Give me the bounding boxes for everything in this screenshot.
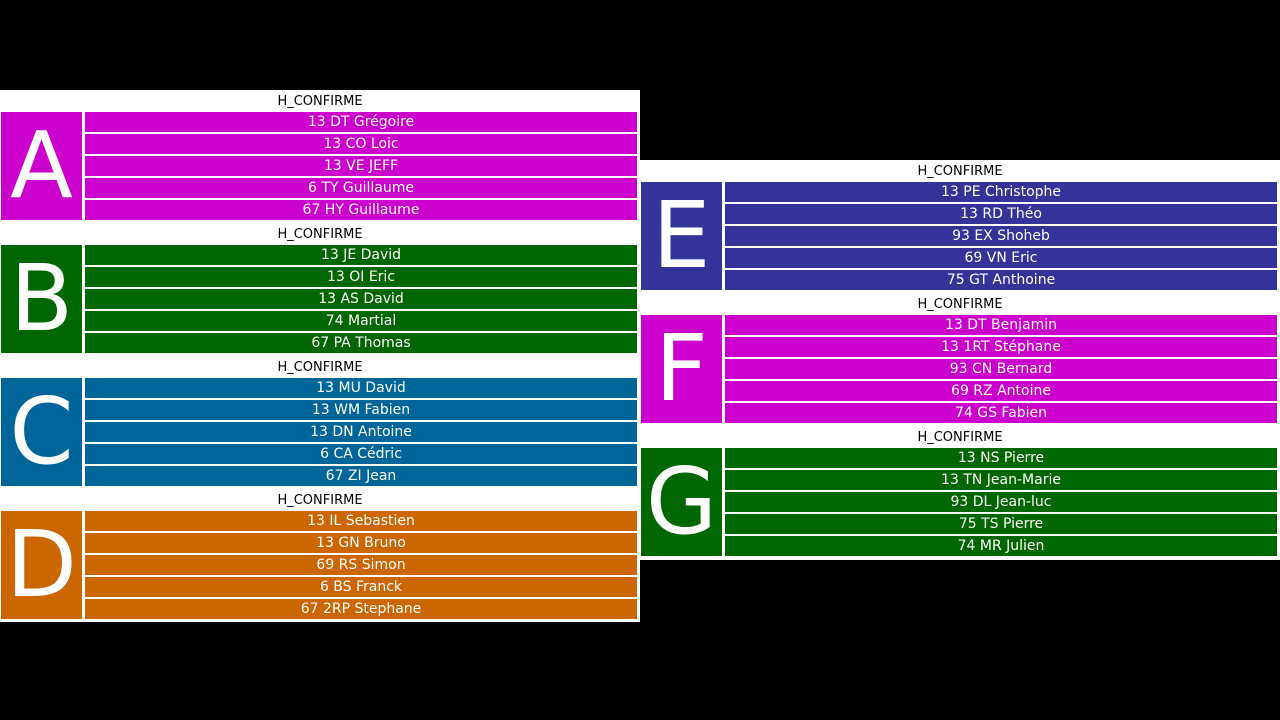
group-letter: F: [641, 315, 722, 423]
group-letter: B: [1, 245, 82, 353]
entry-row: 67 2RP Stephane: [85, 599, 637, 619]
entry-row: 13 IL Sebastien: [85, 511, 637, 531]
group-letter: D: [1, 511, 82, 619]
group-letter: C: [1, 378, 82, 486]
group-d: [0, 489, 640, 620]
entry-row: 13 RD Théo: [725, 204, 1277, 224]
group-c: [0, 356, 640, 487]
entry-row: 69 VN Eric: [725, 248, 1277, 268]
entry-row: 13 JE David: [85, 245, 637, 265]
entry-row: 67 HY Guillaume: [85, 200, 637, 220]
entry-row: 13 TN Jean-Marie: [725, 470, 1277, 490]
group-f: [640, 293, 1280, 424]
group-letter: E: [641, 182, 722, 290]
group-header: H_CONFIRME: [277, 94, 363, 109]
entry-row: 13 AS David: [85, 289, 637, 309]
group-g: [640, 426, 1280, 557]
group-b: [0, 223, 640, 354]
group-header: H_CONFIRME: [917, 164, 1003, 179]
entry-row: 69 RZ Antoine: [725, 381, 1277, 401]
entry-row: 69 RS Simon: [85, 555, 637, 575]
entry-row: 6 BS Franck: [85, 577, 637, 597]
entry-row: 6 CA Cédric: [85, 444, 637, 464]
entry-row: 13 NS Pierre: [725, 448, 1277, 468]
entry-row: 13 DT Grégoire: [85, 112, 637, 132]
right-panel: [640, 160, 1280, 560]
entry-row: 75 GT Anthoine: [725, 270, 1277, 290]
entry-row: 6 TY Guillaume: [85, 178, 637, 198]
entry-row: 93 DL Jean-luc: [725, 492, 1277, 512]
entry-row: 13 PE Christophe: [725, 182, 1277, 202]
group-letter: G: [641, 448, 722, 556]
group-a: [0, 90, 640, 221]
group-letter: A: [1, 112, 82, 220]
entry-row: 13 CO Loic: [85, 134, 637, 154]
entry-row: 13 MU David: [85, 378, 637, 398]
group-e: [640, 160, 1280, 291]
entry-row: 67 ZI Jean: [85, 466, 637, 486]
entry-row: 13 1RT Stéphane: [725, 337, 1277, 357]
left-panel: [0, 90, 640, 622]
entry-row: 13 OI Eric: [85, 267, 637, 287]
group-header: H_CONFIRME: [917, 430, 1003, 445]
entry-row: 13 DN Antoine: [85, 422, 637, 442]
entry-row: 13 DT Benjamin: [725, 315, 1277, 335]
group-header: H_CONFIRME: [277, 227, 363, 242]
entry-row: 74 GS Fabien: [725, 403, 1277, 423]
entry-row: 13 WM Fabien: [85, 400, 637, 420]
group-header: H_CONFIRME: [917, 297, 1003, 312]
entry-row: 74 Martial: [85, 311, 637, 331]
entry-row: 67 PA Thomas: [85, 333, 637, 353]
entry-row: 13 GN Bruno: [85, 533, 637, 553]
entry-row: 93 EX Shoheb: [725, 226, 1277, 246]
entry-row: 93 CN Bernard: [725, 359, 1277, 379]
group-header: H_CONFIRME: [277, 360, 363, 375]
entry-row: 74 MR Julien: [725, 536, 1277, 556]
entry-row: 75 TS Pierre: [725, 514, 1277, 534]
entry-row: 13 VE JEFF: [85, 156, 637, 176]
group-header: H_CONFIRME: [277, 493, 363, 508]
